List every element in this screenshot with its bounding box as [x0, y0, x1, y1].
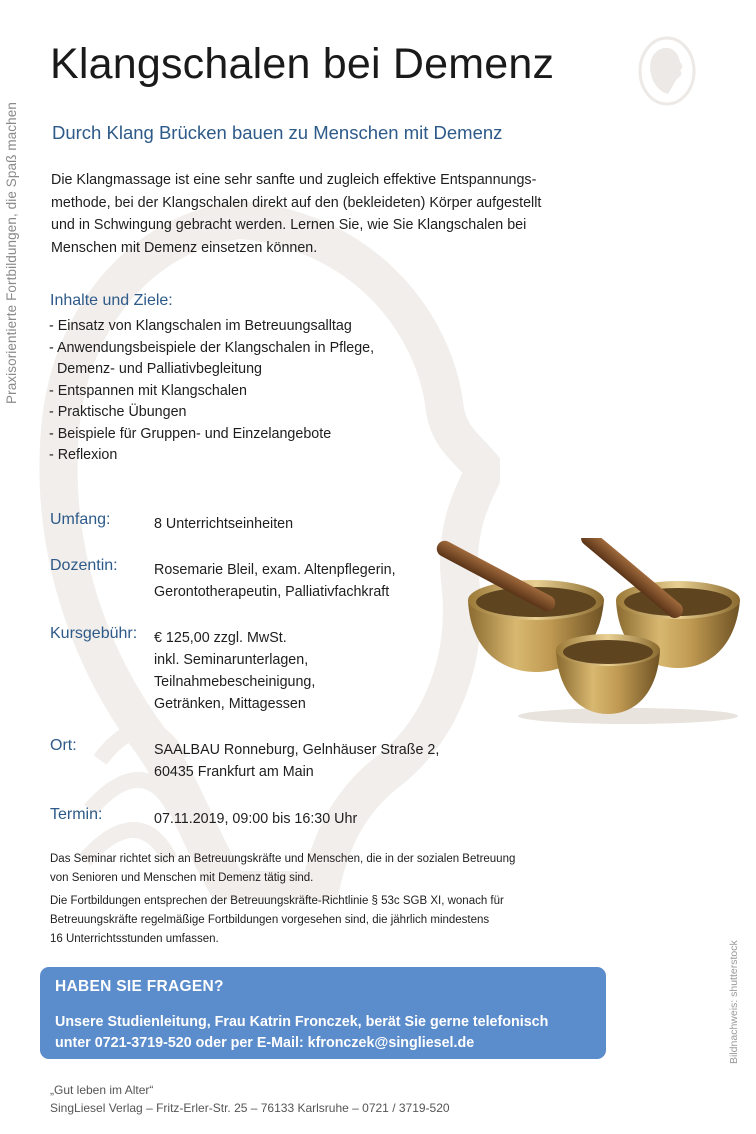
info-value-line: SAALBAU Ronneburg, Gelnhäuser Straße 2, [154, 742, 440, 758]
audience-note [50, 850, 610, 888]
note-line: von Senioren und Menschen mit Demenz tätig sind. [50, 872, 314, 884]
intro-line: und in Schwingung gebracht werden. Lernen Sie, wie Sie Klangschalen bei [51, 217, 527, 233]
contact-heading: HABEN SIE FRAGEN? [55, 978, 224, 995]
info-value-line: 8 Unterrichtseinheiten [154, 516, 294, 532]
side-tagline: Praxisorientierte Fortbildungen, die Spaß machen [4, 102, 19, 404]
singliesel-logo-icon [638, 36, 696, 106]
info-value-line: 07.11.2019, 09:00 bis 16:30 Uhr [154, 811, 358, 827]
info-label: Ort: [50, 737, 77, 754]
info-value [154, 627, 474, 715]
note-line: 16 Unterrichtsstunden umfassen. [50, 933, 219, 945]
goals-heading: Inhalte und Ziele: [50, 292, 173, 309]
footer-address: SingLiesel Verlag – Fritz-Erler-Str. 25 – 76133 Karlsruhe – 0721 / 3719-520 [50, 1101, 450, 1115]
intro-line: Die Klangmassage ist eine sehr sanfte und zugleich effektive Entspannungs- [51, 172, 537, 188]
info-value-line: Rosemarie Bleil, exam. Altenpflegerin, [154, 562, 396, 578]
intro-line: methode, bei der Klangschalen direkt auf den (bekleideten) Körper aufgestellt [51, 194, 542, 211]
intro-paragraph [51, 169, 611, 259]
note-line: Betreuungskräfte regelmäßige Fortbildungen vorgesehen sind, die jährlich mindestens [50, 914, 490, 926]
subtitle: Durch Klang Brücken bauen zu Menschen mit Demenz [52, 122, 503, 143]
note-line: Die Fortbildungen entsprechen der Betreuungskräfte-Richtlinie § 53c SGB XI, wonach für [50, 895, 504, 907]
list-item: - Reflexion [49, 447, 118, 463]
intro-line: Menschen mit Demenz einsetzen können. [51, 239, 318, 256]
info-value-line: Getränken, Mittagessen [154, 696, 306, 712]
contact-line: Unsere Studienleitung, Frau Katrin Fronczek, berät Sie gerne telefonisch [55, 1014, 549, 1030]
contact-box [40, 967, 606, 1059]
list-item: - Entspannen mit Klangschalen [49, 382, 247, 399]
list-item: - Einsatz von Klangschalen im Betreuungsalltag [49, 318, 352, 334]
info-value [154, 559, 474, 603]
info-value [154, 808, 474, 830]
goals-list [49, 316, 469, 467]
info-value-line: inkl. Seminarunterlagen, [154, 652, 309, 668]
contact-text [55, 1012, 595, 1054]
info-value [154, 513, 474, 535]
list-item: - Beispiele für Gruppen- und Einzelangebote [49, 425, 332, 442]
info-label: Umfang: [50, 511, 111, 528]
info-value-line: 60435 Frankfurt am Main [154, 764, 314, 780]
info-label: Kursgebühr: [50, 625, 138, 642]
list-item: - Anwendungsbeispiele der Klangschalen in Pflege, [49, 339, 375, 356]
image-credit: Bildnachweis: shutterstock [728, 940, 740, 1064]
info-value-line: Gerontotherapeutin, Palliativfachkraft [154, 584, 390, 600]
footer-slogan: „Gut leben im Alter“ [50, 1083, 154, 1097]
list-item: Demenz- und Palliativbegleitung [49, 361, 262, 377]
footer [50, 1081, 450, 1117]
info-value-line: € 125,00 zzgl. MwSt. [154, 630, 287, 646]
page-title: Klangschalen bei Demenz [50, 40, 555, 88]
list-item: - Praktische Übungen [49, 404, 187, 420]
info-label: Termin: [50, 806, 103, 823]
singing-bowls-image [428, 538, 746, 728]
guideline-note [50, 892, 610, 949]
info-value-line: Teilnahmebescheinigung, [154, 674, 316, 690]
info-value [154, 739, 474, 783]
note-line: Das Seminar richtet sich an Betreuungskräfte und Menschen, die in der sozialen Betreuung [50, 853, 516, 865]
info-label: Dozentin: [50, 557, 118, 574]
contact-line: unter 0721-3719-520 oder per E-Mail: kfronczek@singliesel.de [55, 1035, 475, 1051]
